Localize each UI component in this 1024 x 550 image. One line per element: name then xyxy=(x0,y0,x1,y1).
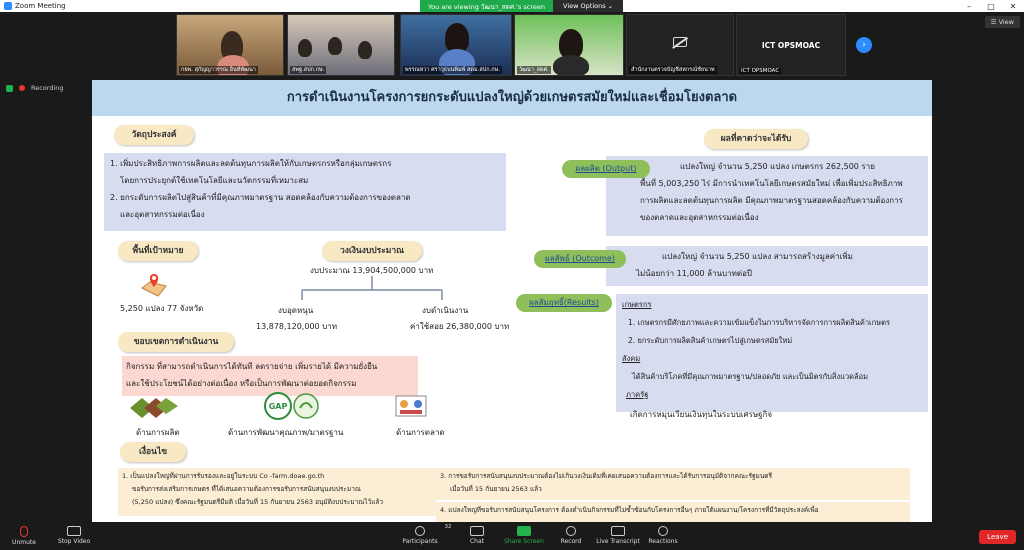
share-screen-label: Share Screen xyxy=(504,538,544,545)
market-icon xyxy=(394,392,428,420)
zoom-logo-icon xyxy=(4,2,12,10)
outcome-box xyxy=(606,246,928,286)
video-tile[interactable] xyxy=(400,14,512,76)
participants-label: Participants xyxy=(402,538,438,545)
area-production: ด้านการผลิต xyxy=(136,428,180,437)
budget-label: วงเงินงบประมาณ xyxy=(322,241,422,261)
condition-1b: ขอรับการส่งเสริมการเกษตร ที่ได้เสนอความต้องการขอรับการสนับสนุนงบประมาณ xyxy=(132,485,361,493)
map-pin-icon xyxy=(140,272,168,300)
outcome-line-1: แปลงใหญ่ จำนวน 5,250 แปลง สามารถสร้างมูลค่าเพิ่ม xyxy=(662,252,853,261)
conditions-box-left xyxy=(118,468,436,516)
cc-icon xyxy=(611,526,625,536)
area-market: ด้านการตลาด xyxy=(396,428,445,437)
quality-standard-icon xyxy=(262,392,322,420)
condition-3a: 3. การขอรับการสนับสนุนงบประมาณต้องไม่เกินวงเงินเดิมที่เคยเสนอความต้องการและได้รับการอนุมัติจากคณะรัฐมนตรี xyxy=(440,472,772,480)
live-transcript-label: Live Transcript xyxy=(596,538,640,545)
window-title: Zoom Meeting xyxy=(15,2,66,10)
budget-total: งบประมาณ 13,904,500,000 บาท xyxy=(310,266,434,275)
close-button[interactable]: ✕ xyxy=(1009,1,1017,11)
output-line-2: พื้นที่ 5,003,250 ไร่ มีการนำเทคโนโลยีเกษตรสมัยใหม่ เพื่อเพิ่มประสิทธิภาพ xyxy=(640,179,903,188)
recording-label: Recording xyxy=(31,84,64,92)
condition-1a: 1. เป็นแปลงใหญ่ที่ผ่านการรับรองและอยู่ในระบบ Co -farm.doae.go.th xyxy=(122,472,325,480)
target-label: พื้นที่เป้าหมาย xyxy=(118,241,198,261)
video-tile[interactable] xyxy=(287,14,395,76)
unmute-label: Unmute xyxy=(12,539,36,546)
results-box xyxy=(616,294,928,412)
encryption-shield-icon xyxy=(6,85,13,92)
slide-title: การดำเนินงานโครงการยกระดับแปลงใหญ่ด้วยเกษตรสมัยใหม่และเชื่อมโยงตลาด xyxy=(92,80,932,116)
participant-display-name: ICT OPSMOAC xyxy=(761,41,821,50)
conditions-box-right xyxy=(436,468,910,500)
scope-box xyxy=(122,356,418,396)
results-line-2: 2. ยกระดับการผลิตสินค้าเกษตรไปสู่เกษตรสมัยใหม่ xyxy=(628,336,793,345)
scope-label: ขอบเขตการดำเนินงาน xyxy=(118,332,234,352)
stop-video-label: Stop Video xyxy=(57,538,91,545)
objective-1a: 1. เพิ่มประสิทธิภาพการผลิตและลดต้นทุนการผลิตให้กับเกษตรกรหรือกลุ่มเกษตรกร xyxy=(110,159,392,168)
record-label: Record xyxy=(560,538,582,545)
outcome-line-2: ไม่น้อยกว่า 11,000 ล้านบาทต่อปี xyxy=(636,269,752,278)
output-line-4: ของตลาดและอุตสาหกรรมต่อเนื่อง xyxy=(640,213,759,222)
output-box xyxy=(606,156,928,236)
meeting-toolbar xyxy=(0,522,1024,550)
target-value: 5,250 แปลง 77 จังหวัด xyxy=(120,304,204,313)
scope-line-2: และใช้ประโยชน์ได้อย่างต่อเนื่อง หรือเป็นการพัฒนาต่อยอดกิจกรรม xyxy=(126,379,357,388)
participants-icon xyxy=(415,526,425,536)
condition-1c: (5,250 แปลง) ซึ่งคณะรัฐมนตรีมีมติ เมื่อวันที่ 15 กันยายน 2563 อนุมัติงบประมาณไว้แล้ว xyxy=(132,498,384,506)
objective-2b: และอุตสาหกรรมต่อเนื่อง xyxy=(120,210,205,219)
participant-video xyxy=(298,39,312,57)
view-button[interactable]: ☰ View xyxy=(985,16,1020,28)
participant-name: สำนักงานตรวจบัญชีสหกรณ์ชัยนาท xyxy=(631,67,715,73)
results-line-4: เกิดการหมุนเวียนเงินทุนในระบบเศรษฐกิจ xyxy=(630,410,773,419)
results-society: สังคม xyxy=(622,354,641,363)
condition-3b: เมื่อวันที่ 15 กันยายน 2563 แล้ว xyxy=(450,485,542,493)
participant-video xyxy=(358,41,372,59)
video-tile[interactable] xyxy=(176,14,284,76)
results-farmer: เกษตรกร xyxy=(622,300,652,309)
camera-off-icon xyxy=(673,37,687,47)
video-tile[interactable] xyxy=(514,14,624,76)
chat-icon xyxy=(470,526,484,536)
viewing-banner xyxy=(420,0,623,12)
app-title xyxy=(0,2,66,10)
output-label: ผลผลิต (Output) xyxy=(562,160,650,178)
participant-name: วัฒนา_สดศ. xyxy=(519,67,549,73)
next-page-icon[interactable]: › xyxy=(856,37,872,53)
expected-label: ผลที่คาดว่าจะได้รับ xyxy=(704,129,808,149)
smiley-icon xyxy=(658,526,668,536)
participant-body xyxy=(553,55,589,76)
viewing-label: You are viewing วัฒนา_สดศ.'s screen xyxy=(420,0,553,12)
chat-label: Chat xyxy=(469,538,485,545)
conditions-label: เงื่อนไข xyxy=(120,442,186,462)
budget-operation-label: งบดำเนินงาน xyxy=(422,306,469,315)
maximize-button[interactable]: □ xyxy=(987,1,995,11)
participant-name: สพฐ.สปก.กษ. xyxy=(292,67,325,73)
share-screen-icon xyxy=(517,526,531,536)
output-line-3: การผลิตและลดต้นทุนการผลิต มีคุณภาพมาตรฐานสอดคล้องกับความต้องการ xyxy=(640,196,903,205)
record-icon xyxy=(566,526,576,536)
production-icon xyxy=(130,394,178,418)
minimize-button[interactable]: – xyxy=(967,1,971,11)
participant-video xyxy=(328,37,342,55)
mic-muted-icon xyxy=(20,526,28,537)
reactions-label: Reactions xyxy=(648,538,678,545)
objective-1b: โดยการประยุกต์ใช้เทคโนโลยีและนวัตกรรมที่เหมาะสม xyxy=(120,176,309,185)
conditions-box-right-2 xyxy=(436,502,910,522)
output-line-1: แปลงใหญ่ จำนวน 5,250 แปลง เกษตรกร 262,500 ราย xyxy=(680,162,875,171)
condition-4: 4. แปลงใหญ่ที่ขอรับการสนับสนุนโครงการ ต้องดำเนินกิจกรรมที่ไม่ซ้ำซ้อนกับโครงการอื่นๆ ภายใต้แผนงาน/โครงการที่มีวัตถุประสงค์เพื่อ xyxy=(440,506,819,514)
participant-name: กยพ. สุกัญญาวรรณ อินท์พัฒนา xyxy=(181,67,256,73)
participant-name: ICT OPSMOAC xyxy=(741,68,780,74)
scope-line-1: กิจกรรม ที่สามารถดำเนินการได้ทันที ลดรายจ่าย เพิ่มรายได้ มีความยั่งยืน xyxy=(126,362,378,371)
objectives-box xyxy=(104,153,506,231)
budget-tree xyxy=(252,276,492,302)
video-tile[interactable] xyxy=(626,14,734,76)
outcome-label: ผลลัพธ์ (Outcome) xyxy=(534,250,626,268)
budget-subsidy-value: 13,878,120,000 บาท xyxy=(256,322,338,331)
objective-2a: 2. ยกระดับการผลิตไปสู่สินค้าที่มีคุณภาพมาตรฐาน สอดคล้องกับความต้องการของตลาด xyxy=(110,193,411,202)
budget-subsidy-label: งบอุดหนุน xyxy=(278,306,314,315)
video-tile[interactable] xyxy=(736,14,846,76)
video-camera-icon xyxy=(67,526,81,536)
area-quality: ด้านการพัฒนาคุณภาพ/มาตรฐาน xyxy=(228,428,344,437)
status-indicators xyxy=(6,84,64,92)
results-line-3: ได้สินค้าบริโภคที่มีคุณภาพมาตรฐาน/ปลอดภัย และเป็นมิตรกับสิ่งแวดล้อม xyxy=(632,372,869,381)
participant-name: พรรณทวา ศราวุธบนพิมพ์ สดม.สปก.กษ. xyxy=(405,67,500,73)
results-line-1: 1. เกษตรกรมีศักยภาพและความเข้มแข็งในการบริหารจัดการการผลิตสินค้าเกษตร xyxy=(628,318,891,327)
reactions-button[interactable] xyxy=(633,526,693,545)
shared-screen xyxy=(92,80,932,522)
results-state: ภาครัฐ xyxy=(626,390,649,399)
objectives-label: วัตถุประสงค์ xyxy=(114,125,194,145)
participants-count: 32 xyxy=(444,524,452,530)
recording-icon xyxy=(19,85,25,91)
stop-video-button[interactable] xyxy=(44,526,104,545)
svg-text:GAP: GAP xyxy=(268,402,288,411)
results-label: ผลสัมฤทธิ์(Results) xyxy=(516,294,612,312)
view-options-button[interactable]: View Options ⌄ xyxy=(553,0,623,12)
budget-operation-value: ค่าใช้สอย 26,380,000 บาท xyxy=(410,322,510,331)
leave-button[interactable]: Leave xyxy=(979,530,1016,544)
